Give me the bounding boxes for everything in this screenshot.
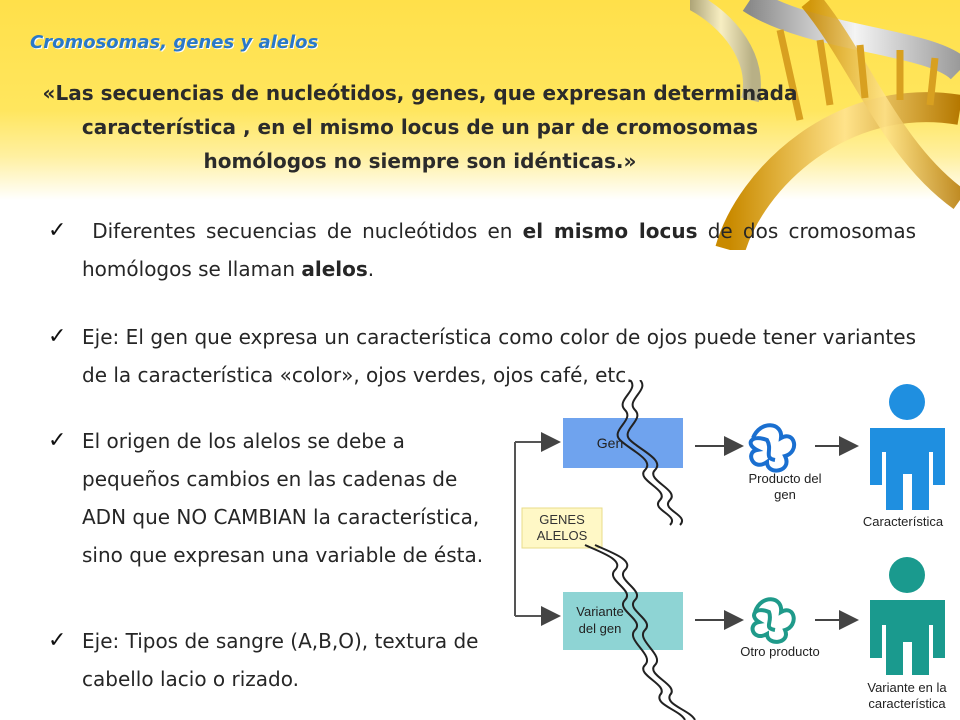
bullet-text: Eje: El gen que expresa un característica como color de ojos puede tener variantes de la característica «color», ojos verdes, ojos café, etc. [82,325,916,387]
genes-label: GENES [539,512,585,527]
checkmark-icon: ✓ [48,218,67,243]
checkmark-icon: ✓ [48,628,67,653]
otro-producto-label: Otro producto [740,644,820,659]
bullet-text: Diferentes secuencias de nucleótidos en el mismo locus de dos cromosomas homólogos se llaman alelos. [82,219,917,281]
person-icon [870,557,945,675]
caracteristica-label: Característica [862,514,944,529]
variante-label-2: del gen [578,621,622,636]
checkmark-icon: ✓ [48,428,67,453]
gen-label: Gen [596,435,624,451]
slide-title: Cromosomas, genes y alelos [30,32,319,53]
gene-allele-diagram [505,380,960,720]
bullet-text: El origen de los alelos se debe a pequeños cambios en las cadenas de ADN que NO CAMBIAN la característica, sino que expresan una variable de ésta. [82,429,484,567]
protein-icon [751,425,794,470]
producto-label-2: gen [774,487,796,502]
protein-icon [753,599,794,642]
variante-car-label-2: característica [868,696,946,711]
bullet-alelos-definition [48,212,917,288]
bullet-example-blood [48,622,502,698]
slide-quote: «Las secuencias de nucleótidos, genes, que expresan determinada característica , en el mismo locus de un par de cromosomas homólogos no siempre son idénticas.» [42,81,798,173]
variante-car-label-1: Variante en la [867,680,947,695]
variante-label-1: Variante [576,604,624,619]
alelos-label: ALELOS [536,528,588,543]
checkmark-icon: ✓ [48,324,67,349]
producto-label-1: Producto del [748,471,822,486]
bullet-origen-alelos [48,422,502,574]
person-icon [870,384,945,510]
bullet-text: Eje: Tipos de sangre (A,B,O), textura de cabello lacio o rizado. [82,629,479,691]
